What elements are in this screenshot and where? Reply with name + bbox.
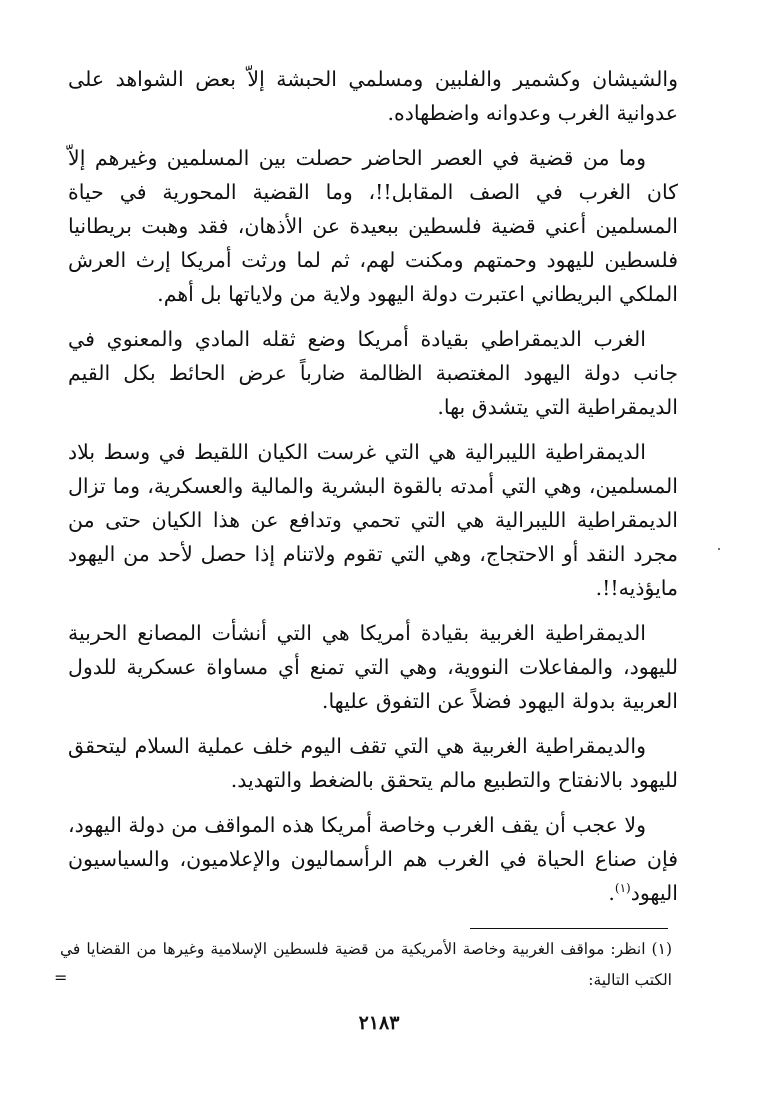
paragraph-2: وما من قضية في العصر الحاضر حصلت بين المسلمين وغيرهم إلاّ كان الغرب في الصف المقابل!!، وما القضية المحورية في حياة المسلمين أعني قضية فلسطين ببعيدة عن الأذهان، فقد وهبت بريطانيا فلسطين لليهود وحمتهم ومكنت لهم، ثم لما ورثت أمريكا إرث العرش الملكي البريطاني اعتبرت دولة اليهود ولاية من ولاياتها بل أهم.	[68, 146, 678, 306]
footnote-marker: (١)	[651, 940, 672, 958]
paragraph-4: الديمقراطية الليبرالية هي التي غرست الكيان اللقيط في وسط بلاد المسلمين، وهي التي أمدته بالقوة البشرية والمالية والعسكرية، وما تزال الديمقراطية الليبرالية هي التي تحمي وتدافع عن هذا الكيان حتى من مجرد النقد أو الاحتجاج، وهي التي تقوم ولاتنام إذا حصل لأحد من اليهود مايؤذيه!!.	[68, 440, 678, 600]
paragraph-7-text: ولا عجب أن يقف الغرب وخاصة أمريكا هذه المواقف من دولة اليهود، فإن صناع الحياة في الغرب هم الرأسماليون والإعلاميون، والسياسيون اليهود	[67, 813, 678, 905]
page-number: ٢١٨٣	[358, 1012, 400, 1034]
footnote	[60, 934, 672, 996]
paragraph-7-end: .	[608, 881, 615, 905]
footnote-reference[interactable]: (١)	[614, 881, 631, 896]
paragraph-5: الديمقراطية الغربية بقيادة أمريكا هي التي أنشأت المصانع الحربية لليهود، والمفاعلات النووية، وهي التي تمنع أي مساواة عسكرية للدول العربية بدولة اليهود فضلاً عن التفوق عليها.	[68, 621, 678, 713]
footnote-text: انظر: مواقف الغربية وخاصة الأمريكية من قضية فلسطين الإسلامية وغيرها من القضايا في الكتب التالية:	[60, 940, 672, 989]
paragraph-6: والديمقراطية الغربية هي التي تقف اليوم خلف عملية السلام ليتحقق لليهود بالانفتاح والتطبيع مالم يتحقق بالضغط والتهديد.	[68, 734, 678, 792]
paragraph-1: والشيشان وكشمير والفلبين ومسلمي الحبشة إلاّ بعض الشواهد على عدوانية الغرب وعدوانه واضطهاده.	[68, 67, 678, 125]
scan-speck	[718, 548, 720, 550]
paragraph-3: الغرب الديمقراطي بقيادة أمريكا وضع ثقله المادي والمعنوي في جانب دولة اليهود المغتصبة الظالمة ضارباً عرض الحائط بكل القيم الديمقراطية التي يتشدق بها.	[68, 327, 678, 419]
footnote-entry	[60, 934, 672, 996]
paragraph-7	[68, 808, 678, 910]
continuation-mark: =	[54, 968, 68, 987]
footnote-separator	[470, 928, 668, 929]
main-text	[68, 62, 678, 921]
